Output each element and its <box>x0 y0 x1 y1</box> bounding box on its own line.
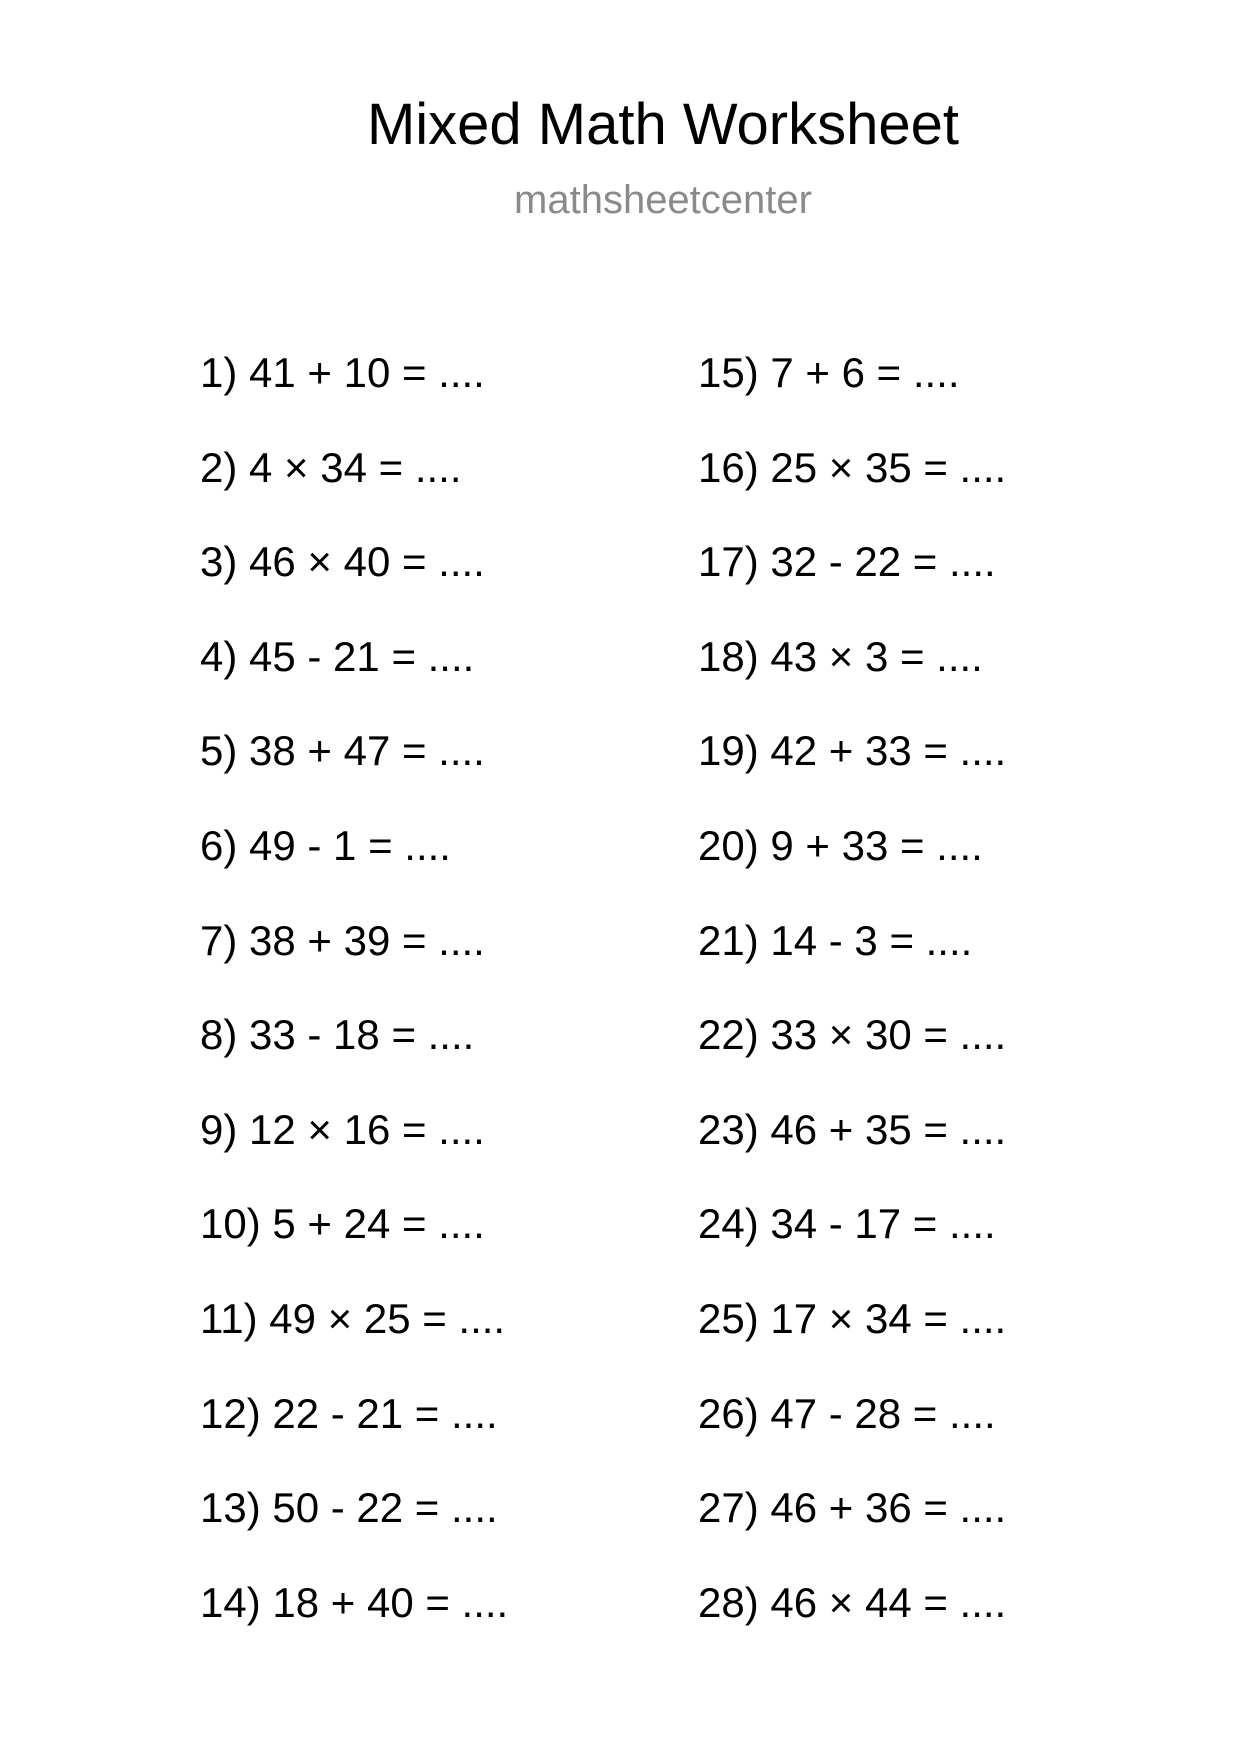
problem-4: 4) 45 - 21 = .... <box>200 632 475 680</box>
problem-column-left <box>200 349 509 1676</box>
problem-column-right <box>698 349 1007 1676</box>
problem-12: 12) 22 - 21 = .... <box>200 1389 498 1437</box>
problem-3: 3) 46 × 40 = .... <box>200 538 485 586</box>
problem-22: 22) 33 × 30 = .... <box>698 1011 1007 1059</box>
problem-20: 20) 9 + 33 = .... <box>698 821 983 869</box>
problem-19: 19) 42 + 33 = .... <box>698 727 1007 775</box>
problem-2: 2) 4 × 34 = .... <box>200 443 462 491</box>
problem-13: 13) 50 - 22 = .... <box>200 1484 498 1532</box>
problem-11: 11) 49 × 25 = .... <box>200 1294 506 1342</box>
problem-8: 8) 33 - 18 = .... <box>200 1011 475 1059</box>
problem-26: 26) 47 - 28 = .... <box>698 1389 996 1437</box>
problem-24: 24) 34 - 17 = .... <box>698 1200 996 1248</box>
problem-14: 14) 18 + 40 = .... <box>200 1578 509 1626</box>
page-subtitle: mathsheetcenter <box>514 178 812 222</box>
problem-18: 18) 43 × 3 = .... <box>698 632 983 680</box>
problem-10: 10) 5 + 24 = .... <box>200 1200 485 1248</box>
problem-23: 23) 46 + 35 = .... <box>698 1105 1007 1153</box>
problem-21: 21) 14 - 3 = .... <box>698 916 973 964</box>
problem-25: 25) 17 × 34 = .... <box>698 1294 1007 1342</box>
page-title: Mixed Math Worksheet <box>366 92 960 157</box>
problem-16: 16) 25 × 35 = .... <box>698 443 1007 491</box>
problem-5: 5) 38 + 47 = .... <box>200 727 485 775</box>
problem-6: 6) 49 - 1 = .... <box>200 821 451 869</box>
problem-9: 9) 12 × 16 = .... <box>200 1105 485 1153</box>
problem-7: 7) 38 + 39 = .... <box>200 916 485 964</box>
problem-28: 28) 46 × 44 = .... <box>698 1578 1007 1626</box>
problem-17: 17) 32 - 22 = .... <box>698 538 996 586</box>
problem-27: 27) 46 + 36 = .... <box>698 1484 1007 1532</box>
problem-1: 1) 41 + 10 = .... <box>200 349 485 396</box>
problem-15: 15) 7 + 6 = .... <box>698 349 960 396</box>
